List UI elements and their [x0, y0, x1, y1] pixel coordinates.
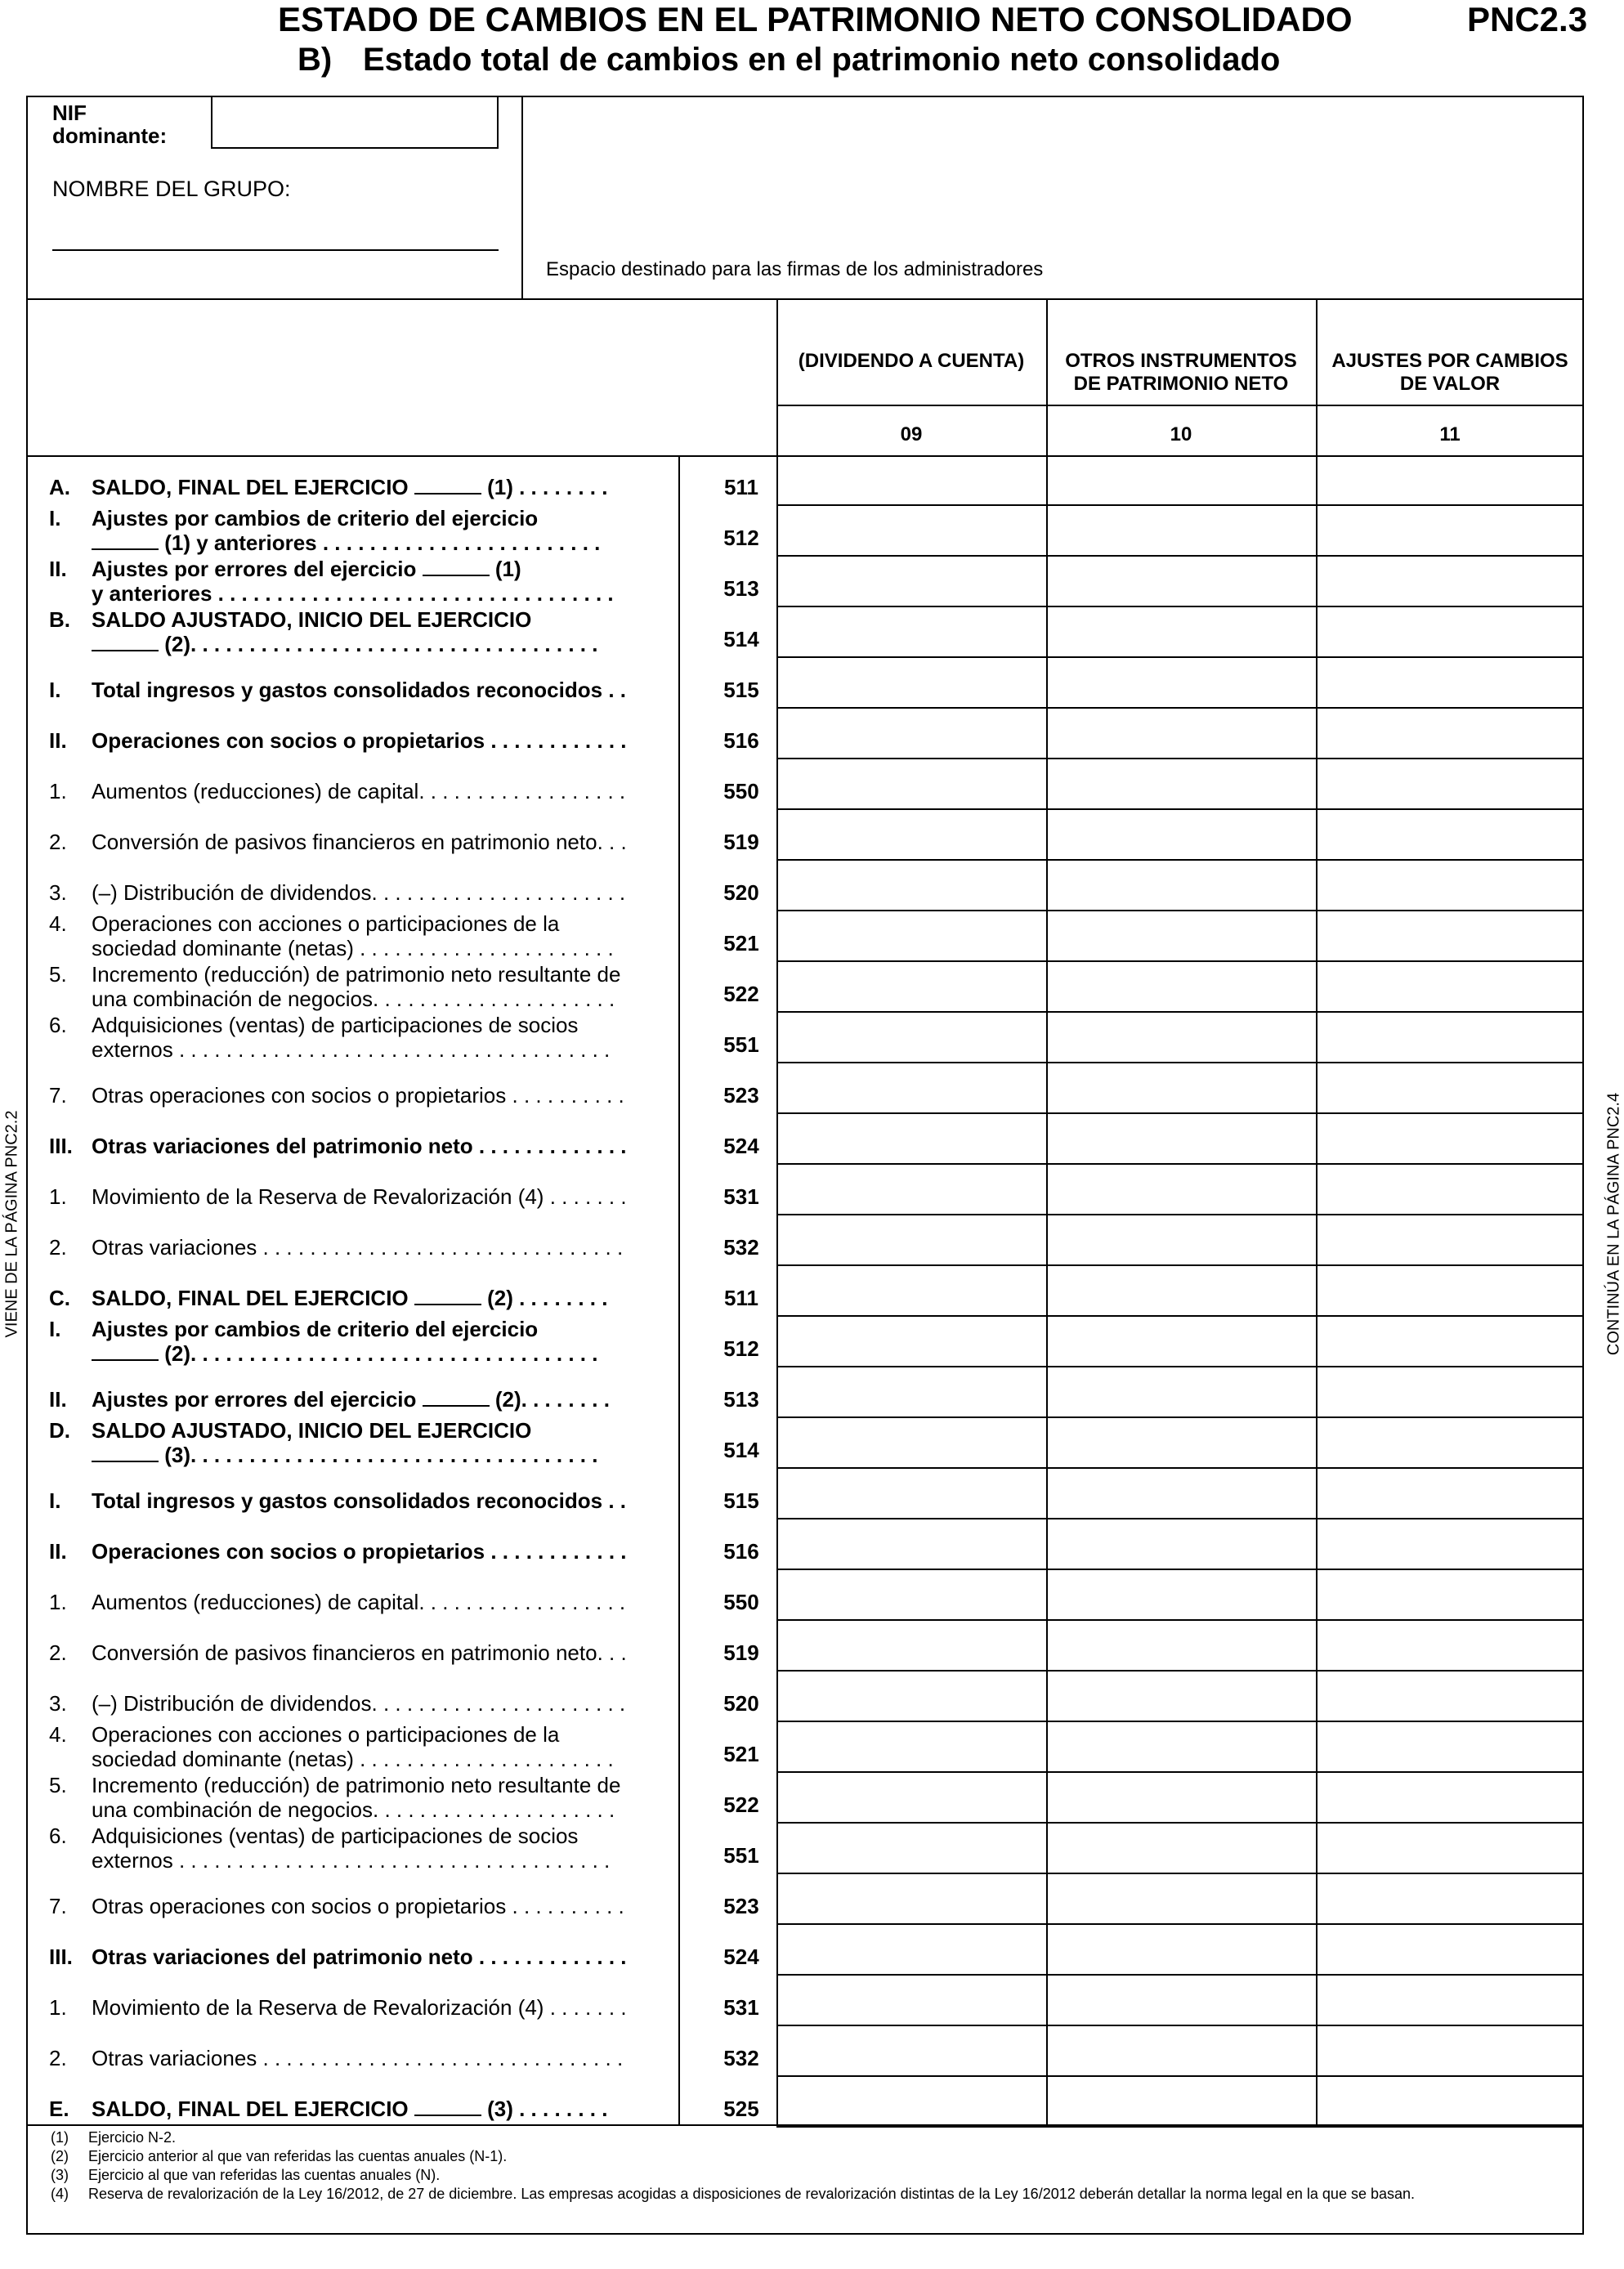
row-code: 532 [723, 1235, 759, 1260]
row-label-line: Movimiento de la Reserva de Revalorización (4) . . . . . . . [92, 1184, 627, 1209]
value-cell-11[interactable] [1316, 759, 1584, 810]
row-label [92, 1590, 684, 1614]
value-cell-10[interactable] [1046, 1519, 1316, 1570]
row-label-line: Incremento (reducción) de patrimonio neto resultante de [92, 1773, 621, 1797]
value-cell-10[interactable] [1046, 1266, 1316, 1317]
side-note-left: VIENE DE LA PÁGINA PNC2.2 [2, 1110, 21, 1338]
value-cell-10[interactable] [1046, 1469, 1316, 1519]
value-cell-11[interactable] [1316, 1418, 1584, 1469]
row-marker: B. [49, 607, 70, 632]
row-code: 513 [723, 1387, 759, 1412]
row-label [92, 1945, 684, 1969]
row-marker: 2. [49, 830, 67, 854]
signature-area-label: Espacio destinado para las firmas de los administradores [546, 258, 1044, 280]
row-marker: II. [49, 1539, 67, 1564]
footnote [51, 2147, 1415, 2166]
value-cell-09[interactable] [776, 709, 1046, 759]
value-cell-11[interactable] [1316, 1317, 1584, 1367]
footnote-text: Ejercicio al que van referidas las cuentas anuales (N). [88, 2167, 441, 2183]
footnote [51, 2128, 1415, 2147]
row-label [92, 1013, 684, 1062]
row-code: 519 [723, 830, 759, 854]
value-cell-09[interactable] [776, 1469, 1046, 1519]
row-marker: I. [49, 1488, 61, 1513]
year-blank[interactable] [414, 2100, 481, 2116]
row-label [92, 1691, 684, 1716]
row-label [92, 1317, 684, 1366]
row-code: 520 [723, 1691, 759, 1716]
row-label-line: externos . . . . . . . . . . . . . . . . . . . . . . . . . . . . . . . . . . . . . [92, 1037, 611, 1062]
column-number: 10 [1170, 423, 1192, 445]
row-code: 550 [723, 1590, 759, 1614]
value-cell-11[interactable] [1316, 911, 1584, 962]
value-cell-11[interactable] [1316, 1063, 1584, 1114]
row-marker: 7. [49, 1894, 67, 1918]
value-cell-09[interactable] [776, 962, 1046, 1013]
value-cell-11[interactable] [1316, 1114, 1584, 1165]
row-marker: 2. [49, 2046, 67, 2070]
value-cell-09[interactable] [776, 1976, 1046, 2026]
row-marker: C. [49, 1286, 70, 1310]
value-cell-09[interactable] [776, 1114, 1046, 1165]
value-cell-09[interactable] [776, 557, 1046, 607]
row-marker: 5. [49, 1773, 67, 1797]
row-code: 514 [723, 627, 759, 651]
value-cell-11[interactable] [1316, 962, 1584, 1013]
row-label-line: (2). . . . . . . . . . . . . . . . . . . . . . . . . . . . . . . . . . . [92, 1341, 684, 1366]
row-label-line: SALDO AJUSTADO, INICIO DEL EJERCICIO [92, 1418, 532, 1443]
row-marker: 5. [49, 962, 67, 987]
row-label-line: Adquisiciones (ventas) de participaciones de socios [92, 1824, 579, 1848]
page-code: PNC2.3 [1467, 0, 1588, 38]
value-cell-09[interactable] [776, 1925, 1046, 1976]
row-code: 516 [723, 1539, 759, 1564]
nif-label-line: NIF [52, 101, 87, 125]
row-label-line: Operaciones con socios o propietarios . . . . . . . . . . . . [92, 1539, 627, 1564]
value-cell-09[interactable] [776, 1165, 1046, 1215]
footnote-text: Ejercicio anterior al que van referidas las cuentas anuales (N-1). [88, 2148, 508, 2164]
row-label [92, 1722, 684, 1771]
row-label [92, 779, 684, 803]
row-label [92, 962, 684, 1011]
row-marker: 3. [49, 1691, 67, 1716]
row-label [92, 1539, 684, 1564]
row-label-line: Ajustes por errores del ejercicio (1) [92, 557, 521, 581]
value-cell-10[interactable] [1046, 1773, 1316, 1824]
row-code: 514 [723, 1438, 759, 1462]
row-label [92, 1894, 684, 1918]
value-cell-11[interactable] [1316, 1976, 1584, 2026]
value-cell-09[interactable] [776, 1722, 1046, 1773]
nif-label-line: dominante: [52, 123, 168, 148]
value-cell-10[interactable] [1046, 1317, 1316, 1367]
row-label-line: Otras operaciones con socios o propietarios . . . . . . . . . . [92, 1894, 624, 1918]
row-label-line: Operaciones con acciones o participaciones de la [92, 911, 560, 936]
row-marker: I. [49, 678, 61, 702]
value-cell-09[interactable] [776, 506, 1046, 557]
row-marker: A. [49, 475, 70, 499]
value-cell-10[interactable] [1046, 2026, 1316, 2077]
row-label-line: Otras variaciones . . . . . . . . . . . . . . . . . . . . . . . . . . . . . . . [92, 1235, 624, 1260]
row-marker: 1. [49, 779, 67, 803]
column-number: 09 [900, 423, 923, 445]
value-cell-09[interactable] [776, 2026, 1046, 2077]
row-marker: 2. [49, 1640, 67, 1665]
row-label-line: (–) Distribución de dividendos. . . . . . . . . . . . . . . . . . . . . . [92, 880, 626, 905]
value-cell-11[interactable] [1316, 1367, 1584, 1418]
row-code: 551 [723, 1843, 759, 1868]
row-code: 512 [723, 1336, 759, 1361]
row-label-line: SALDO, FINAL DEL EJERCICIO (3) . . . . . . . . [92, 2097, 608, 2121]
value-cell-11[interactable] [1316, 1165, 1584, 1215]
value-cell-10[interactable] [1046, 455, 1316, 506]
value-cell-11[interactable] [1316, 506, 1584, 557]
value-cell-09[interactable] [776, 1874, 1046, 1925]
value-cell-09[interactable] [776, 1773, 1046, 1824]
row-marker: 4. [49, 1722, 67, 1747]
row-label-line: (–) Distribución de dividendos. . . . . . . . . . . . . . . . . . . . . . [92, 1691, 626, 1716]
grupo-input[interactable] [52, 249, 499, 251]
subtitle-letter: B) [298, 42, 333, 78]
row-label-line: Aumentos (reducciones) de capital. . . . . . . . . . . . . . . . . . [92, 779, 626, 803]
row-label [92, 506, 684, 555]
row-label-line: externos . . . . . . . . . . . . . . . . . . . . . . . . . . . . . . . . . . . . . [92, 1848, 611, 1873]
divider [776, 405, 1584, 406]
value-cell-11[interactable] [1316, 1874, 1584, 1925]
row-label [92, 1418, 684, 1467]
row-code: 512 [723, 526, 759, 550]
value-cell-11[interactable] [1316, 1621, 1584, 1672]
value-cell-11[interactable] [1316, 2077, 1584, 2128]
row-code: 531 [723, 1184, 759, 1209]
row-code: 525 [723, 2097, 759, 2121]
divider [521, 96, 523, 298]
row-code: 511 [724, 1286, 758, 1310]
row-label-line: Operaciones con socios o propietarios . . . . . . . . . . . . [92, 728, 627, 753]
row-label [92, 1995, 684, 2020]
row-code: 523 [723, 1894, 759, 1918]
column-header-10 [1046, 350, 1316, 396]
column-header-line: DE VALOR [1399, 373, 1501, 395]
subtitle-text: Estado total de cambios en el patrimonio neto consolidado [363, 42, 1281, 78]
value-cell-11[interactable] [1316, 810, 1584, 861]
value-cell-09[interactable] [776, 2077, 1046, 2128]
row-code: 522 [723, 1792, 759, 1817]
row-marker: II. [49, 728, 67, 753]
footnote-text: Ejercicio N-2. [88, 2129, 177, 2146]
side-note-right: CONTINÚA EN LA PÁGINA PNC2.4 [1604, 1092, 1623, 1356]
value-cell-11[interactable] [1316, 658, 1584, 709]
value-cell-09[interactable] [776, 1418, 1046, 1469]
row-label [92, 1235, 684, 1260]
value-cell-10[interactable] [1046, 1215, 1316, 1266]
row-marker: 4. [49, 911, 67, 936]
row-code: 550 [723, 779, 759, 803]
value-cell-11[interactable] [1316, 1215, 1584, 1266]
footnote [51, 2166, 1415, 2185]
row-label-line: Ajustes por errores del ejercicio (2). . . . . . . . [92, 1387, 610, 1412]
value-cell-09[interactable] [776, 1367, 1046, 1418]
column-number: 11 [1439, 423, 1461, 445]
column-header-line: OTROS INSTRUMENTOS [1065, 350, 1297, 372]
row-marker: 7. [49, 1083, 67, 1108]
row-label-line: SALDO, FINAL DEL EJERCICIO (2) . . . . . . . . [92, 1286, 608, 1310]
year-blank[interactable] [414, 1289, 481, 1305]
footnotes [51, 2128, 1415, 2204]
row-label-line: Total ingresos y gastos consolidados reconocidos . . [92, 1488, 626, 1513]
value-cell-09[interactable] [776, 1621, 1046, 1672]
year-blank[interactable] [414, 478, 481, 495]
value-cell-09[interactable] [776, 1013, 1046, 1063]
row-code: 532 [723, 2046, 759, 2070]
nif-label [52, 101, 167, 147]
row-label-line: sociedad dominante (netas) . . . . . . . . . . . . . . . . . . . . . . [92, 936, 614, 960]
row-code: 522 [723, 982, 759, 1006]
row-marker: III. [49, 1945, 73, 1969]
row-code: 531 [723, 1995, 759, 2020]
row-code: 515 [723, 678, 759, 702]
value-cell-11[interactable] [1316, 709, 1584, 759]
value-cell-09[interactable] [776, 1824, 1046, 1874]
row-label-line: una combinación de negocios. . . . . . . . . . . . . . . . . . . . . [92, 987, 615, 1011]
value-cell-10[interactable] [1046, 1367, 1316, 1418]
value-cell-09[interactable] [776, 1266, 1046, 1317]
column-header-09 [776, 350, 1046, 373]
value-cell-09[interactable] [776, 759, 1046, 810]
value-cell-10[interactable] [1046, 911, 1316, 962]
row-code: 519 [723, 1640, 759, 1665]
row-label-line: Total ingresos y gastos consolidados reconocidos . . [92, 678, 626, 702]
row-marker: 1. [49, 1995, 67, 2020]
row-label [92, 557, 684, 606]
row-code: 513 [723, 576, 759, 601]
row-label-line: una combinación de negocios. . . . . . . . . . . . . . . . . . . . . [92, 1797, 615, 1822]
value-cell-10[interactable] [1046, 1722, 1316, 1773]
value-cell-10[interactable] [1046, 1672, 1316, 1722]
row-marker: 6. [49, 1824, 67, 1848]
footnote-number: (1) [51, 2129, 69, 2146]
row-code: 521 [723, 1742, 759, 1766]
value-cell-09[interactable] [776, 607, 1046, 658]
row-label-line: SALDO AJUSTADO, INICIO DEL EJERCICIO [92, 607, 532, 632]
value-cell-10[interactable] [1046, 1570, 1316, 1621]
row-marker: II. [49, 557, 67, 581]
row-label [92, 1824, 684, 1873]
row-label [92, 2097, 684, 2121]
row-label [92, 1286, 684, 1310]
row-label [92, 607, 684, 656]
value-cell-09[interactable] [776, 1317, 1046, 1367]
row-label [92, 678, 684, 702]
row-code: 523 [723, 1083, 759, 1108]
row-label-line: Otras variaciones del patrimonio neto . . . . . . . . . . . . . [92, 1945, 627, 1969]
value-cell-11[interactable] [1316, 455, 1584, 506]
column-header-line: (DIVIDENDO A CUENTA) [798, 350, 1025, 372]
value-cell-10[interactable] [1046, 1621, 1316, 1672]
year-blank[interactable] [92, 534, 159, 550]
value-cell-11[interactable] [1316, 1469, 1584, 1519]
row-marker: 3. [49, 880, 67, 905]
row-label-line: Aumentos (reducciones) de capital. . . . . . . . . . . . . . . . . . [92, 1590, 626, 1614]
value-cell-11[interactable] [1316, 1672, 1584, 1722]
row-code: 524 [723, 1945, 759, 1969]
row-marker: 1. [49, 1590, 67, 1614]
row-marker: 1. [49, 1184, 67, 1209]
value-cell-10[interactable] [1046, 1874, 1316, 1925]
row-label [92, 475, 684, 499]
year-blank[interactable] [92, 1446, 159, 1462]
value-cell-10[interactable] [1046, 810, 1316, 861]
value-cell-10[interactable] [1046, 1824, 1316, 1874]
grupo-label: NOMBRE DEL GRUPO: [52, 177, 291, 201]
value-cell-09[interactable] [776, 861, 1046, 911]
value-cell-11[interactable] [1316, 1570, 1584, 1621]
row-marker: 6. [49, 1013, 67, 1037]
row-label-line: (2). . . . . . . . . . . . . . . . . . . . . . . . . . . . . . . . . . . [92, 632, 684, 656]
value-cell-10[interactable] [1046, 1925, 1316, 1976]
value-cell-11[interactable] [1316, 557, 1584, 607]
value-cell-10[interactable] [1046, 1013, 1316, 1063]
row-label-line: Conversión de pasivos financieros en patrimonio neto. . . [92, 830, 627, 854]
row-label [92, 1083, 684, 1108]
column-header-line: AJUSTES POR CAMBIOS [1331, 350, 1568, 372]
row-label [92, 1488, 684, 1513]
value-cell-11[interactable] [1316, 1519, 1584, 1570]
year-blank[interactable] [423, 560, 490, 576]
row-code: 520 [723, 880, 759, 905]
row-label [92, 911, 684, 960]
row-label-line: sociedad dominante (netas) . . . . . . . . . . . . . . . . . . . . . . [92, 1747, 614, 1771]
row-marker: III. [49, 1134, 73, 1158]
row-label [92, 830, 684, 854]
row-marker: E. [49, 2097, 69, 2121]
row-label [92, 1773, 684, 1822]
row-label-line: Incremento (reducción) de patrimonio neto resultante de [92, 962, 621, 987]
row-marker: II. [49, 1387, 67, 1412]
value-cell-10[interactable] [1046, 557, 1316, 607]
row-label [92, 1387, 684, 1412]
value-cell-10[interactable] [1046, 1165, 1316, 1215]
value-cell-10[interactable] [1046, 709, 1316, 759]
footnote [51, 2185, 1415, 2204]
row-label-line: Adquisiciones (ventas) de participaciones de socios [92, 1013, 579, 1037]
value-cell-10[interactable] [1046, 759, 1316, 810]
value-cell-11[interactable] [1316, 1722, 1584, 1773]
value-cell-10[interactable] [1046, 607, 1316, 658]
value-cell-09[interactable] [776, 658, 1046, 709]
value-cell-11[interactable] [1316, 1925, 1584, 1976]
value-cell-11[interactable] [1316, 1013, 1584, 1063]
nif-input[interactable] [211, 96, 499, 149]
row-code: 521 [723, 931, 759, 955]
row-label-line: Otras variaciones del patrimonio neto . . . . . . . . . . . . . [92, 1134, 627, 1158]
value-cell-10[interactable] [1046, 658, 1316, 709]
value-cell-09[interactable] [776, 911, 1046, 962]
value-cell-09[interactable] [776, 455, 1046, 506]
row-marker: I. [49, 1317, 61, 1341]
value-cell-10[interactable] [1046, 506, 1316, 557]
value-cell-10[interactable] [1046, 1976, 1316, 2026]
year-blank[interactable] [92, 1345, 159, 1361]
value-cell-10[interactable] [1046, 2077, 1316, 2128]
row-marker: 2. [49, 1235, 67, 1260]
row-label-line: Movimiento de la Reserva de Revalorización (4) . . . . . . . [92, 1995, 627, 2020]
value-cell-10[interactable] [1046, 1418, 1316, 1469]
page-title: ESTADO DE CAMBIOS EN EL PATRIMONIO NETO CONSOLIDADO [278, 0, 1353, 38]
row-label-line: y anteriores . . . . . . . . . . . . . . . . . . . . . . . . . . . . . . . . . . [92, 581, 614, 606]
row-label-line: (1) y anteriores . . . . . . . . . . . . . . . . . . . . . . . . [92, 530, 684, 555]
row-code: 524 [723, 1134, 759, 1158]
year-blank[interactable] [92, 635, 159, 651]
row-label [92, 728, 684, 753]
value-cell-09[interactable] [776, 1063, 1046, 1114]
value-cell-11[interactable] [1316, 1266, 1584, 1317]
row-code: 515 [723, 1488, 759, 1513]
value-cell-11[interactable] [1316, 2026, 1584, 2077]
row-label [92, 1184, 684, 1209]
divider [26, 298, 1584, 300]
row-label [92, 1134, 684, 1158]
row-label-line: Otras operaciones con socios o propietarios . . . . . . . . . . [92, 1083, 624, 1108]
footnote-text: Reserva de revalorización de la Ley 16/2012, de 27 de diciembre. Las empresas acogidas a disposiciones de revalorización distintas de la Ley 16/2012 deberán detallar la norma legal en la que se basan. [88, 2186, 1416, 2202]
column-header-11 [1316, 350, 1584, 396]
value-cell-11[interactable] [1316, 1824, 1584, 1874]
row-label-line: Operaciones con acciones o participaciones de la [92, 1722, 560, 1747]
value-cell-10[interactable] [1046, 962, 1316, 1013]
value-cell-09[interactable] [776, 1215, 1046, 1266]
column-header-line: DE PATRIMONIO NETO [1073, 373, 1289, 395]
row-label [92, 2046, 684, 2070]
row-label [92, 880, 684, 905]
footnote-number: (4) [51, 2186, 69, 2202]
row-code: 551 [723, 1032, 759, 1057]
row-label [92, 1640, 684, 1665]
row-marker: D. [49, 1418, 70, 1443]
value-cell-09[interactable] [776, 1519, 1046, 1570]
row-label-line: Ajustes por cambios de criterio del ejercicio [92, 1317, 539, 1341]
row-label-line: SALDO, FINAL DEL EJERCICIO (1) . . . . . . . . [92, 475, 608, 499]
page-subtitle [298, 39, 1280, 80]
year-blank[interactable] [423, 1390, 490, 1407]
value-cell-10[interactable] [1046, 861, 1316, 911]
value-cell-09[interactable] [776, 1570, 1046, 1621]
row-label-line: Otras variaciones . . . . . . . . . . . . . . . . . . . . . . . . . . . . . . . [92, 2046, 624, 2070]
row-code: 516 [723, 728, 759, 753]
value-cell-10[interactable] [1046, 1063, 1316, 1114]
value-cell-11[interactable] [1316, 861, 1584, 911]
value-cell-09[interactable] [776, 810, 1046, 861]
footnote-number: (3) [51, 2167, 69, 2183]
row-code: 511 [724, 475, 758, 499]
value-cell-11[interactable] [1316, 1773, 1584, 1824]
row-marker: I. [49, 506, 61, 530]
value-cell-11[interactable] [1316, 607, 1584, 658]
row-label-line: (3). . . . . . . . . . . . . . . . . . . . . . . . . . . . . . . . . . . [92, 1443, 684, 1467]
value-cell-09[interactable] [776, 1672, 1046, 1722]
row-label-line: Ajustes por cambios de criterio del ejercicio [92, 506, 539, 530]
footnote-number: (2) [51, 2148, 69, 2164]
row-label-line: Conversión de pasivos financieros en patrimonio neto. . . [92, 1640, 627, 1665]
value-cell-10[interactable] [1046, 1114, 1316, 1165]
